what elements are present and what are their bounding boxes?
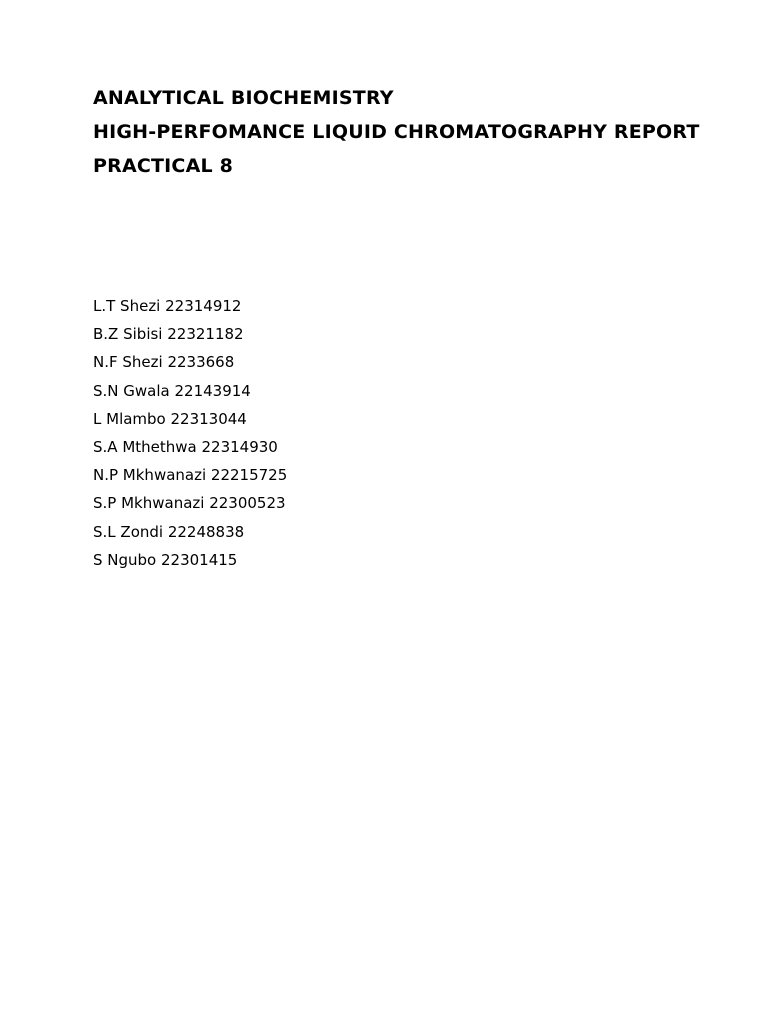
member-item: S.N Gwala 22143914 xyxy=(93,381,251,400)
title-block xyxy=(93,86,713,178)
member-item: L.T Shezi 22314912 xyxy=(93,297,242,315)
member-item: N.F Shezi 2233668 xyxy=(93,353,235,372)
member-item: N.P Mkhwanazi 22215725 xyxy=(93,466,288,485)
practical-heading: PRACTICAL 8 xyxy=(93,155,234,177)
member-item: S.A Mthethwa 22314930 xyxy=(93,437,278,456)
member-item: B.Z Sibisi 22321182 xyxy=(93,325,244,344)
report-title: HIGH-PERFOMANCE LIQUID CHROMATOGRAPHY REPORT xyxy=(93,121,700,143)
member-list xyxy=(93,297,287,579)
member-item: S Ngubo 22301415 xyxy=(93,550,238,569)
course-heading: ANALYTICAL BIOCHEMISTRY xyxy=(93,87,394,109)
member-item: S.P Mkhwanazi 22300523 xyxy=(93,494,286,513)
member-item: L Mlambo 22313044 xyxy=(93,409,247,428)
member-item: S.L Zondi 22248838 xyxy=(93,522,245,541)
